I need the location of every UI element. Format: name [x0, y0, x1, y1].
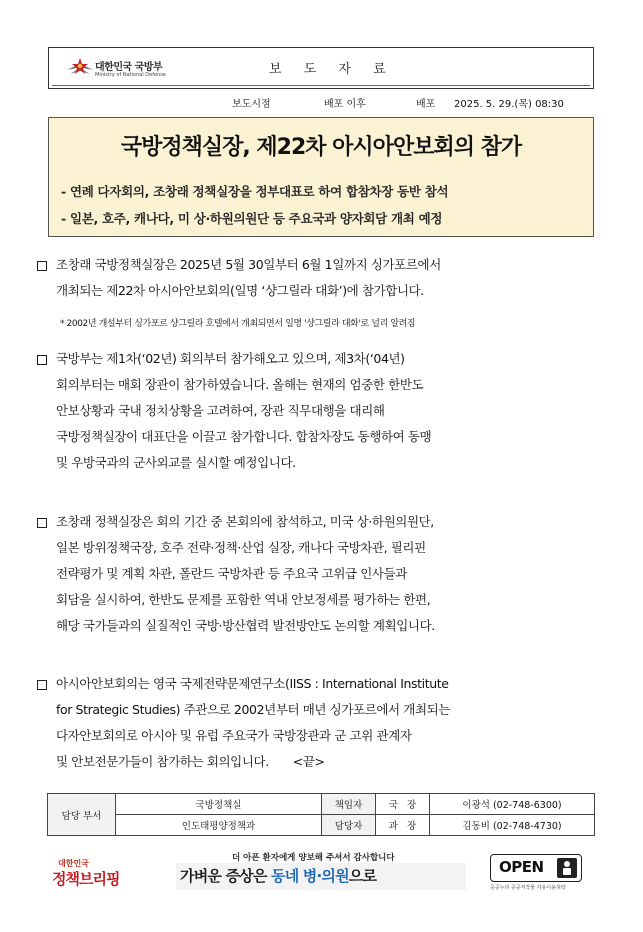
paragraph-line: 회담을 실시하여, 한반도 문제를 포함한 역내 안보정세를 평가하는 한편,	[56, 592, 431, 607]
bullet-box-icon	[37, 261, 47, 271]
headline-box	[48, 117, 594, 237]
paragraph-line: 회의부터는 매회 장관이 참가하였습니다. 올해는 현재의 엄중한 한반도	[56, 377, 424, 392]
title-1: 국 장	[376, 794, 430, 815]
distribution-date: 2025. 5. 29.(목) 08:30	[454, 99, 564, 110]
person-1: 이광석 (02-748-6300)	[430, 794, 595, 815]
role-1: 책임자	[322, 794, 376, 815]
open-license-badge	[490, 854, 582, 882]
person-2: 김동비 (02-748-4730)	[430, 815, 595, 836]
paragraph-1	[56, 252, 606, 304]
dept-1: 국방정책실	[116, 794, 322, 815]
paragraph-line: 조창래 정책실장은 회의 기간 중 본회의에 참석하고, 미국 상·하원의원단,	[56, 514, 434, 529]
subtitle-2: - 일본, 호주, 캐나다, 미 상·하원의원단 등 주요국과 양자회담 개최 예정	[61, 211, 443, 226]
ministry-emblem-icon	[65, 54, 95, 82]
headline-title: 국방정책실장, 제22차 아시아안보회의 참가	[120, 135, 522, 160]
paragraph-line: for Strategic Studies) 주관으로 2002년부터 매년 싱가포르에서 개최되는	[56, 702, 450, 717]
end-mark: <끝>	[292, 754, 325, 769]
paragraph-line: 일본 방위정책국장, 호주 전략·정책·산업 실장, 캐나다 국방차관, 필리핀	[56, 540, 426, 555]
paragraph-line: 안보상황과 국내 정치상황을 고려하여, 장관 직무대행을 대리해	[56, 403, 385, 418]
press-release-label: 보 도 자 료	[269, 62, 395, 77]
role-2: 담당자	[322, 815, 376, 836]
open-label: OPEN	[499, 858, 544, 876]
paragraph-4	[56, 671, 606, 775]
paragraph-line: 아시아안보회의는 영국 국제전략문제연구소(IISS : International Institute	[56, 676, 449, 691]
dept-2: 인도태평양정책과	[116, 815, 322, 836]
license-person-icon	[557, 858, 577, 878]
footnote: * 2002년 개설부터 싱가포르 샹그릴라 호텔에서 개최되면서 일명 '샹그릴라 대화'로 널리 알려짐	[60, 319, 416, 329]
paragraph-2	[56, 346, 606, 476]
contact-table	[47, 793, 595, 836]
embargo-time-label: 보도시점	[232, 99, 271, 110]
ministry-name-english: Ministry of National Defense	[95, 72, 166, 78]
embargo-time-value: 배포 이후	[324, 99, 366, 110]
bullet-box-icon	[37, 355, 47, 365]
paragraph-3	[56, 509, 606, 639]
dept-label: 담당 부서	[48, 794, 116, 836]
paragraph-line: 및 안보전문가들이 참가하는 회의입니다. <끝>	[56, 754, 325, 769]
campaign-banner: 가벼운 증상은 동네 병·의원으로	[176, 863, 466, 890]
ministry-name-korean: 대한민국 국방부	[95, 62, 163, 73]
paragraph-line: 국방부는 제1차(‘02년) 회의부터 참가해오고 있으며, 제3차(‘04년)	[56, 351, 405, 366]
press-release-header	[48, 47, 594, 89]
paragraph-line: 전략평가 및 계획 차관, 폴란드 국방차관 등 주요국 고위급 인사들과	[56, 566, 407, 581]
campaign-tagline: 더 아픈 환자에게 양보해 주셔서 감사합니다	[232, 853, 395, 863]
paragraph-line: 조창래 국방정책실장은 2025년 5월 30일부터 6월 1일까지 싱가포르에서	[56, 257, 441, 272]
policy-briefing-brand: 정책브리핑	[52, 870, 120, 888]
paragraph-line: 해당 국가들과의 실질적인 국방·방산협력 발전방안도 논의할 계획입니다.	[56, 618, 435, 633]
paragraph-line: 다자안보회의로 아시아 및 유럽 주요국가 국방장관과 군 고위 관계자	[56, 728, 412, 743]
paragraph-line: 개최되는 제22차 아시아안보회의(일명 ‘샹그릴라 대화’)에 참가합니다.	[56, 283, 424, 298]
paragraph-line: 및 우방국과의 군사외교를 실시할 예정입니다.	[56, 455, 296, 470]
title-2: 과 장	[376, 815, 430, 836]
distribution-label: 배포	[416, 99, 436, 110]
bullet-box-icon	[37, 680, 47, 690]
open-license-caption: 공공누리 공공저작물 자유이용허락	[490, 885, 566, 891]
paragraph-line: 국방정책실장이 대표단을 이끌고 참가합니다. 합참차장도 동행하여 동맹	[56, 429, 432, 444]
subtitle-1: - 연례 다자회의, 조창래 정책실장을 정부대표로 하여 합참차장 동반 참석	[61, 184, 449, 199]
bullet-box-icon	[37, 518, 47, 528]
policy-briefing-brand-small: 대한민국	[58, 859, 89, 868]
